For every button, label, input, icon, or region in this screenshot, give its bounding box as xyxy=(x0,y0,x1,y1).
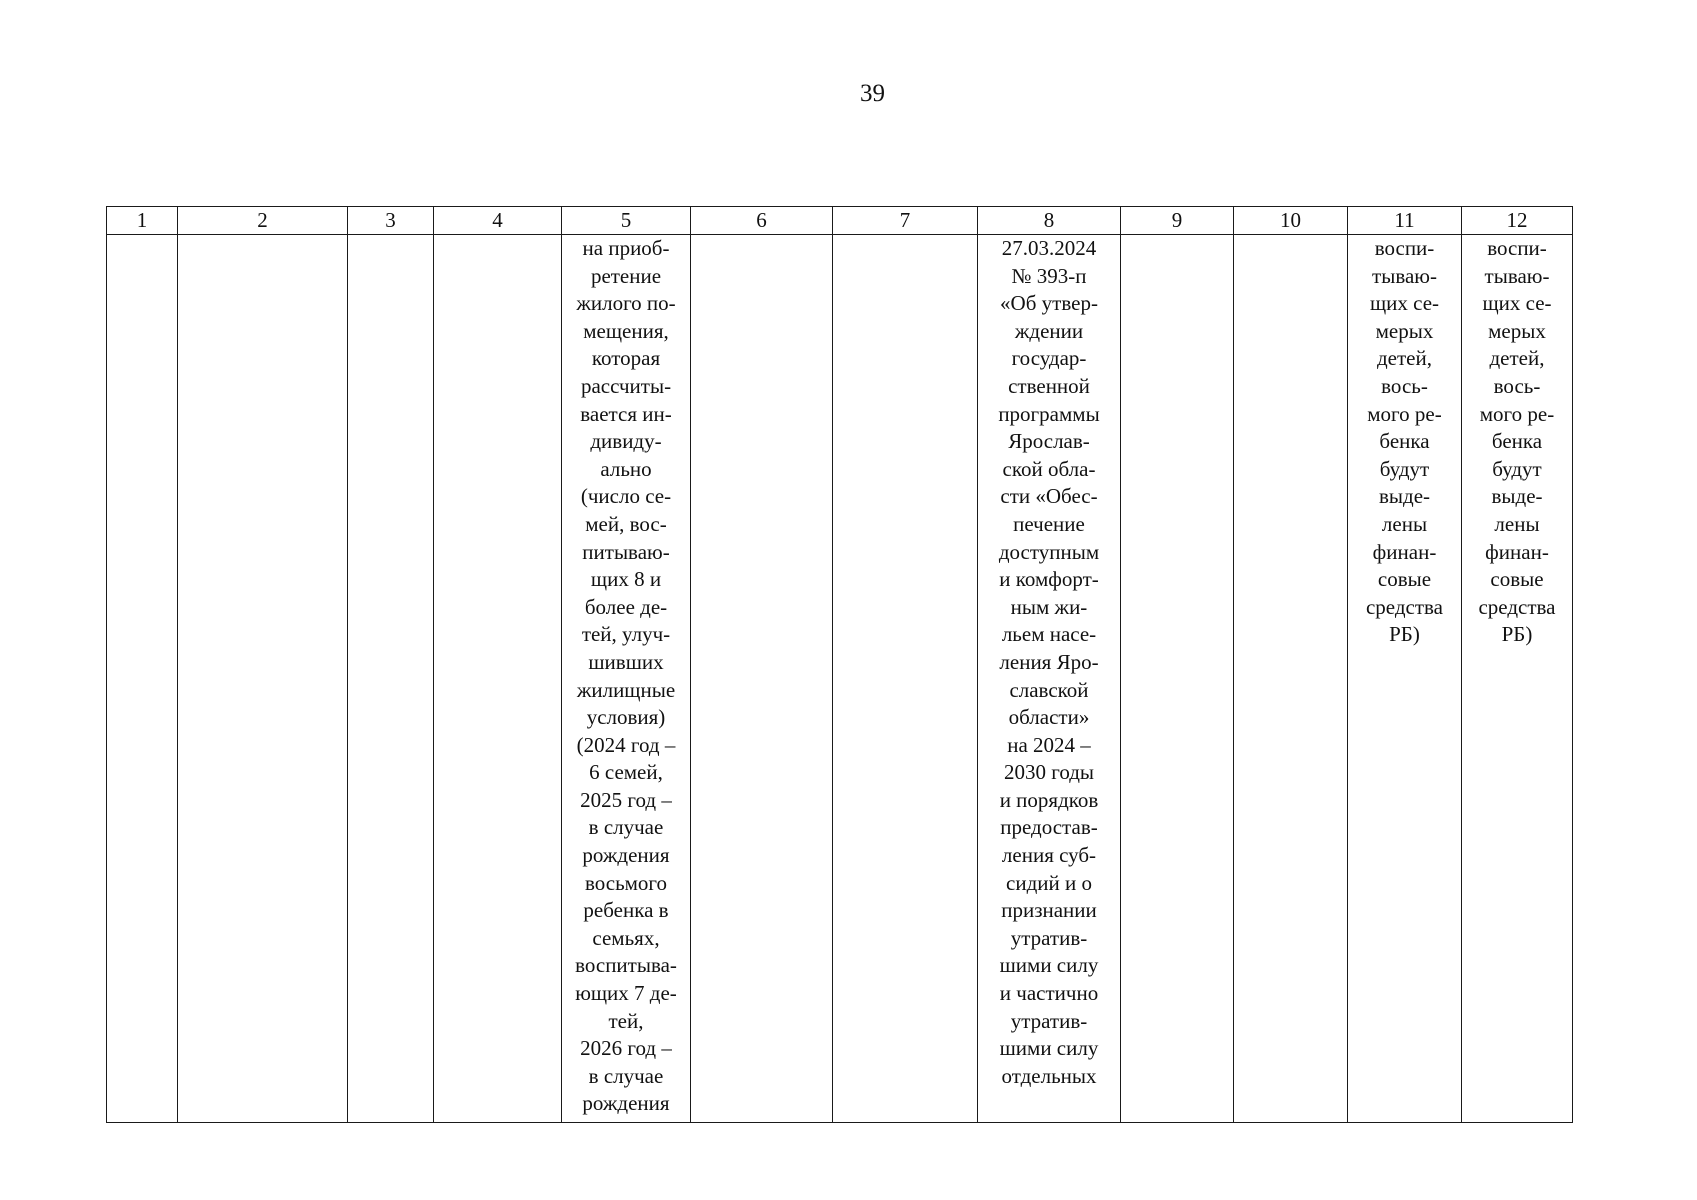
cell-col-11 xyxy=(1348,235,1462,1123)
cell-text-line: № 393-п xyxy=(1011,263,1087,288)
cell-text-line: финан- xyxy=(1485,539,1549,564)
cell-text-line: доступным xyxy=(998,539,1100,564)
cell-text-line: лены xyxy=(1494,511,1540,536)
cell-text-line: условия) xyxy=(586,705,666,730)
cell-text-line: на приоб- xyxy=(582,236,670,260)
header-row xyxy=(107,207,1573,235)
cell-text-line: и порядков xyxy=(999,787,1099,812)
cell-text-line: государ- xyxy=(1011,346,1087,371)
cell-text-line: 27.03.2024 xyxy=(1001,236,1097,260)
cell-text-line: жилищные xyxy=(576,677,676,702)
cell-text-line: восьмого xyxy=(584,870,668,895)
cell-text-line: и комфорт- xyxy=(999,567,1099,592)
cell-text-line: мерых xyxy=(1488,318,1546,343)
cell-text-line: отдельных xyxy=(1001,1063,1097,1088)
cell-text-line: будут xyxy=(1379,456,1430,481)
cell-text-line: вается ин- xyxy=(580,401,672,426)
cell-text-line: области» xyxy=(1008,705,1090,730)
cell-text-line: и частично xyxy=(999,981,1099,1006)
cell-text-line: 6 семей, xyxy=(589,760,663,785)
cell-text-line: печение xyxy=(1013,511,1085,536)
cell-text-line: дивиду- xyxy=(590,429,662,454)
column-header-3: 3 xyxy=(348,207,434,235)
cell-text-line: утратив- xyxy=(1010,925,1088,950)
cell-text-line: сти «Обес- xyxy=(1000,484,1098,509)
cell-text-line: бенка xyxy=(1491,429,1543,454)
cell-text-line: будут xyxy=(1492,456,1542,481)
cell-text-line: мого ре- xyxy=(1479,401,1555,426)
cell-text-line: средства xyxy=(1478,594,1556,619)
page-number: 39 xyxy=(860,80,885,107)
cell-text-line: щих 8 и xyxy=(590,567,662,592)
cell-col-7 xyxy=(833,235,978,1123)
column-header-11: 11 xyxy=(1348,207,1462,235)
cell-text-line: бенка xyxy=(1379,429,1430,454)
cell-text-line: тей, улуч- xyxy=(581,622,671,647)
cell-text-line: детей, xyxy=(1489,346,1545,371)
cell-text-line: вось- xyxy=(1493,373,1541,398)
column-header-8: 8 xyxy=(978,207,1121,235)
cell-text-line: рождения xyxy=(582,843,670,868)
cell-text-line: шими силу xyxy=(999,953,1099,978)
column-header-2: 2 xyxy=(178,207,348,235)
cell-text-line: более де- xyxy=(584,594,668,619)
cell-col-4 xyxy=(434,235,562,1123)
cell-text-line: программы xyxy=(998,401,1100,426)
cell-text-line: щих се- xyxy=(1369,291,1440,316)
cell-text-line: мого ре- xyxy=(1367,401,1442,426)
cell-text-line: мещения, xyxy=(583,318,669,343)
cell-text-line: воспитыва- xyxy=(575,953,677,978)
cell-text-line: совые xyxy=(1377,567,1432,592)
cell-text-line: ления суб- xyxy=(1001,843,1097,868)
cell-text-line: льем насе- xyxy=(1001,622,1097,647)
cell-text-line: рождения xyxy=(582,1091,670,1116)
cell-text-line: ющих 7 де- xyxy=(575,981,677,1006)
cell-text-line: признании xyxy=(1001,898,1097,923)
cell-text-line: средства xyxy=(1365,594,1443,619)
column-header-12: 12 xyxy=(1462,207,1573,235)
cell-text-line: предостав- xyxy=(1000,815,1098,840)
data-table xyxy=(106,206,1573,1123)
cell-text-line: 2030 годы xyxy=(1003,760,1095,785)
cell-text-line: мей, вос- xyxy=(585,511,667,536)
cell-text-line: (число се- xyxy=(580,484,672,509)
cell-text-line: питываю- xyxy=(582,539,670,564)
cell-text-line: славской xyxy=(1009,677,1089,702)
cell-text-line: финан- xyxy=(1372,539,1437,564)
cell-text-line: лены xyxy=(1381,511,1428,536)
column-header-10: 10 xyxy=(1234,207,1348,235)
cell-col-6 xyxy=(691,235,833,1123)
cell-text-line: «Об утвер- xyxy=(1000,291,1098,316)
cell-text-line: на 2024 – xyxy=(1007,732,1091,757)
column-header-1: 1 xyxy=(107,207,178,235)
cell-text-line: щих се- xyxy=(1482,291,1552,316)
column-header-6: 6 xyxy=(691,207,833,235)
cell-text-line: рассчиты- xyxy=(580,373,672,398)
cell-text-line: воспи- xyxy=(1487,236,1547,260)
cell-col-2 xyxy=(178,235,348,1123)
cell-text-line: вось- xyxy=(1381,373,1428,398)
cell-text-line: ственной xyxy=(1008,373,1090,398)
column-header-7: 7 xyxy=(833,207,978,235)
cell-text-line: детей, xyxy=(1377,346,1432,371)
cell-text-line: 2025 год – xyxy=(580,787,672,812)
cell-text-line: мерых xyxy=(1375,318,1434,343)
cell-text-line: в случае xyxy=(588,815,664,840)
cell-text-line: ской обла- xyxy=(1002,456,1096,481)
cell-text-line: ребенка в xyxy=(583,898,669,923)
column-header-9: 9 xyxy=(1121,207,1234,235)
cell-col-3 xyxy=(348,235,434,1123)
cell-text-line: ждении xyxy=(1014,318,1084,343)
cell-text-line: РБ) xyxy=(1389,622,1420,647)
cell-col-10 xyxy=(1234,235,1348,1123)
cell-col-1 xyxy=(107,235,178,1123)
cell-text-line: утратив- xyxy=(1010,1008,1088,1033)
cell-col-5 xyxy=(562,235,691,1123)
cell-text-line: ным жи- xyxy=(1010,594,1088,619)
cell-col-8 xyxy=(978,235,1121,1123)
column-header-5: 5 xyxy=(562,207,691,235)
cell-text-line: тываю- xyxy=(1372,263,1437,288)
cell-text-line: шивших xyxy=(588,649,664,674)
cell-text-line: воспи- xyxy=(1374,236,1435,260)
cell-text-line: которая xyxy=(591,346,661,371)
cell-text-line: тей, xyxy=(608,1008,644,1033)
table-row xyxy=(107,235,1573,1123)
cell-text-line: семьях, xyxy=(592,925,660,950)
cell-text-line: выде- xyxy=(1378,484,1431,509)
cell-col-12 xyxy=(1462,235,1573,1123)
cell-text-line: совые xyxy=(1490,567,1544,592)
cell-text-line: ально xyxy=(600,456,652,481)
cell-text-line: Ярослав- xyxy=(1008,429,1090,454)
cell-text-line: сидий и о xyxy=(1006,870,1092,895)
cell-text-line: (2024 год – xyxy=(576,732,676,757)
cell-text-line: ретение xyxy=(590,263,662,288)
cell-text-line: ления Яро- xyxy=(999,649,1099,674)
cell-text-line: в случае xyxy=(588,1063,664,1088)
cell-col-9 xyxy=(1121,235,1234,1123)
cell-text-line: 2026 год – xyxy=(580,1036,672,1061)
cell-text-line: выде- xyxy=(1491,484,1543,509)
cell-text-line: жилого по- xyxy=(576,291,676,316)
cell-text-line: РБ) xyxy=(1501,622,1533,647)
column-header-4: 4 xyxy=(434,207,562,235)
cell-text-line: шими силу xyxy=(999,1036,1099,1061)
cell-text-line: тываю- xyxy=(1484,263,1550,288)
